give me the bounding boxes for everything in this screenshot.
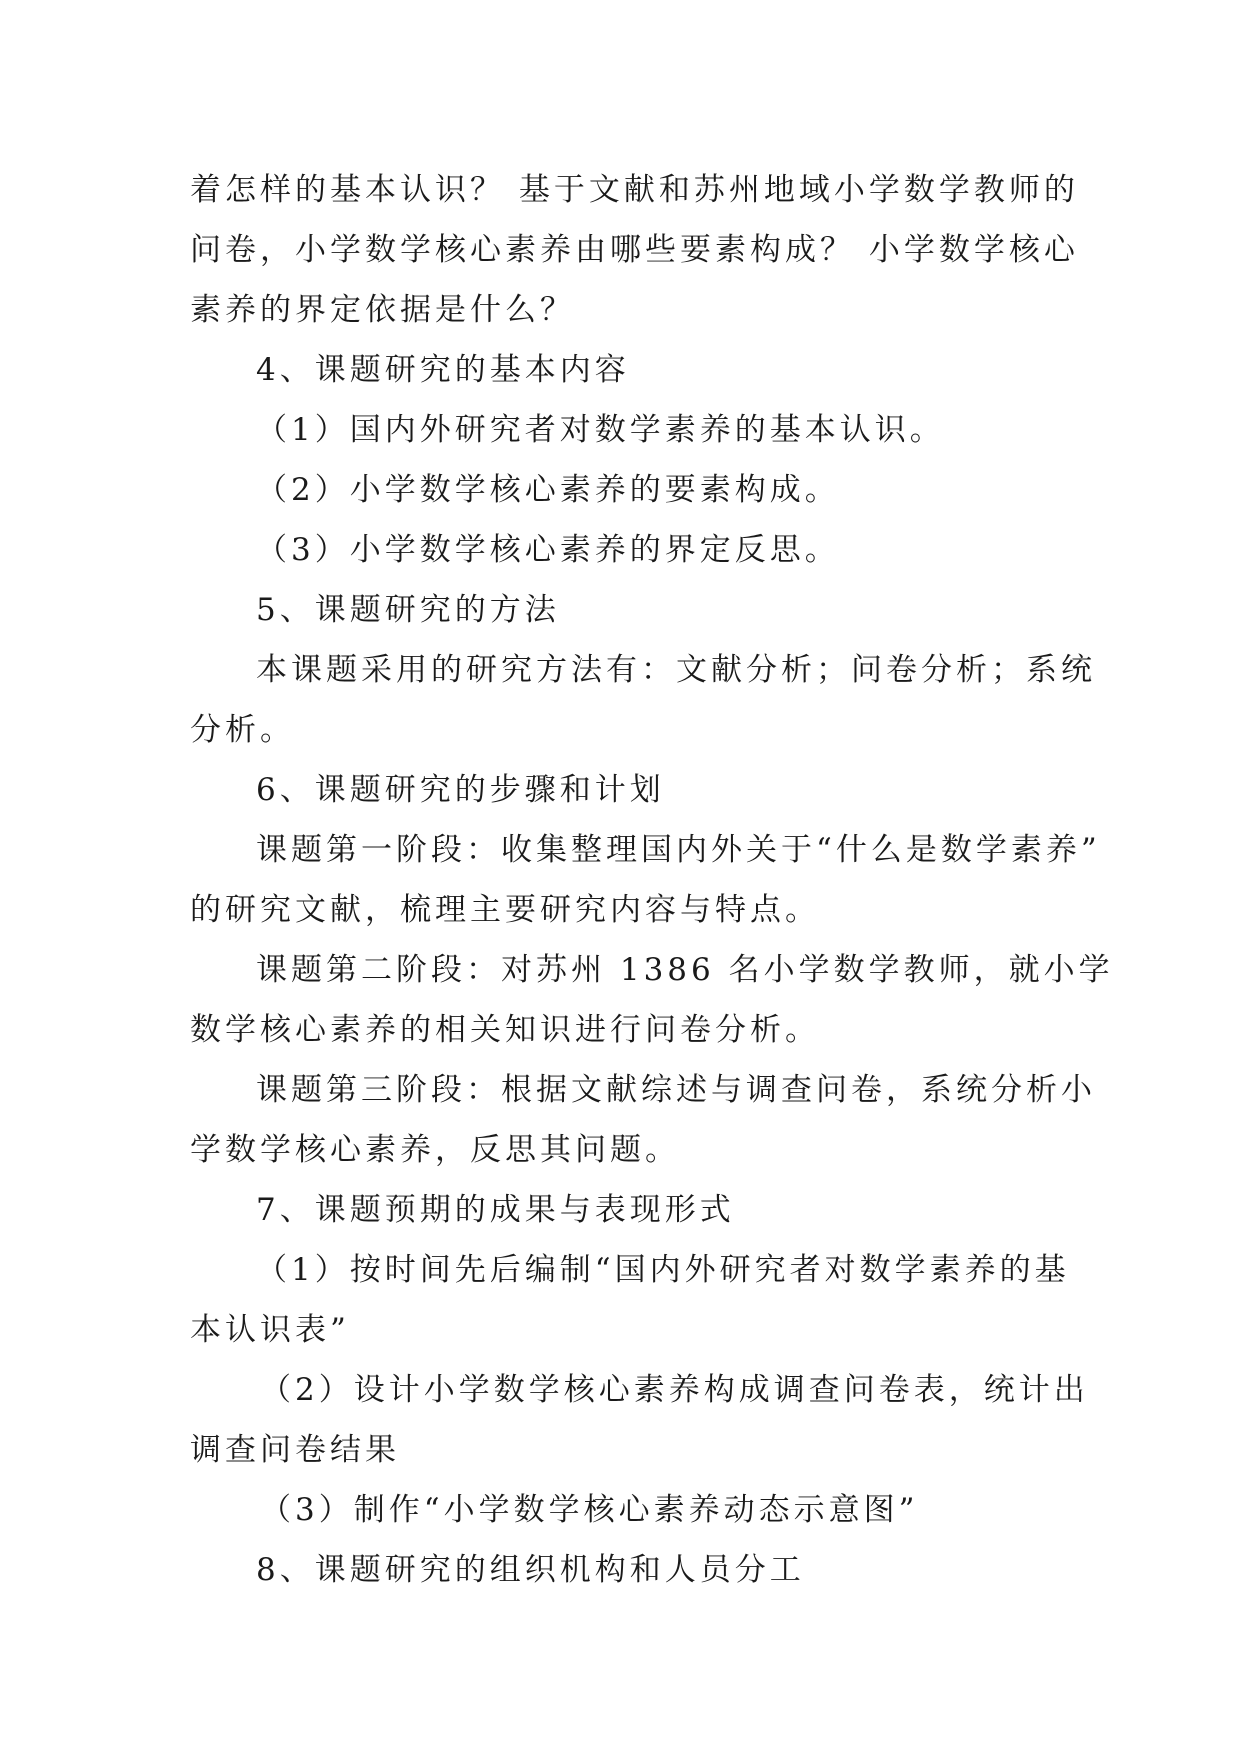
- section-heading: 8、课题研究的组织机构和人员分工: [256, 1552, 805, 1588]
- section-heading: 5、课题研究的方法: [256, 592, 560, 628]
- paragraph-line: 本课题采用的研究方法有：文献分析；问卷分析；系统: [256, 652, 1096, 688]
- paragraph-line: 着怎样的基本认识？ 基于文献和苏州地域小学数学教师的: [190, 172, 1079, 208]
- paragraph-line: 学数学核心素养，反思其问题。: [190, 1132, 680, 1168]
- paragraph-line: 课题第一阶段：收集整理国内外关于“什么是数学素养”: [256, 832, 1101, 868]
- paragraph-line: 调查问卷结果: [190, 1432, 400, 1468]
- section-heading: 6、课题研究的步骤和计划: [256, 772, 665, 808]
- section-heading: 7、课题预期的成果与表现形式: [256, 1192, 735, 1228]
- list-item: （2）小学数学核心素养的要素构成。: [256, 472, 840, 508]
- paragraph-line: 问卷，小学数学核心素养由哪些要素构成？ 小学数学核心: [190, 232, 1079, 268]
- paragraph-line: 本认识表”: [190, 1312, 350, 1348]
- paragraph-line: 分析。: [190, 712, 295, 748]
- paragraph-line: 数学核心素养的相关知识进行问卷分析。: [190, 1012, 820, 1048]
- paragraph-line: 课题第三阶段：根据文献综述与调查问卷，系统分析小: [256, 1072, 1096, 1108]
- list-item: （1）按时间先后编制“国内外研究者对数学素养的基: [256, 1252, 1070, 1288]
- paragraph-line: 素养的界定依据是什么？: [190, 292, 575, 328]
- document-body: [190, 160, 1114, 1600]
- list-item: （3）制作“小学数学核心素养动态示意图”: [260, 1492, 919, 1528]
- paragraph-line: 的研究文献，梳理主要研究内容与特点。: [190, 892, 820, 928]
- list-item: （1）国内外研究者对数学素养的基本认识。: [256, 412, 945, 448]
- list-item: （3）小学数学核心素养的界定反思。: [256, 532, 840, 568]
- section-heading: 4、课题研究的基本内容: [256, 352, 630, 388]
- paragraph-line: 课题第二阶段：对苏州 1386 名小学数学教师，就小学: [256, 952, 1114, 988]
- list-item: （2）设计小学数学核心素养构成调查问卷表，统计出: [260, 1372, 1089, 1408]
